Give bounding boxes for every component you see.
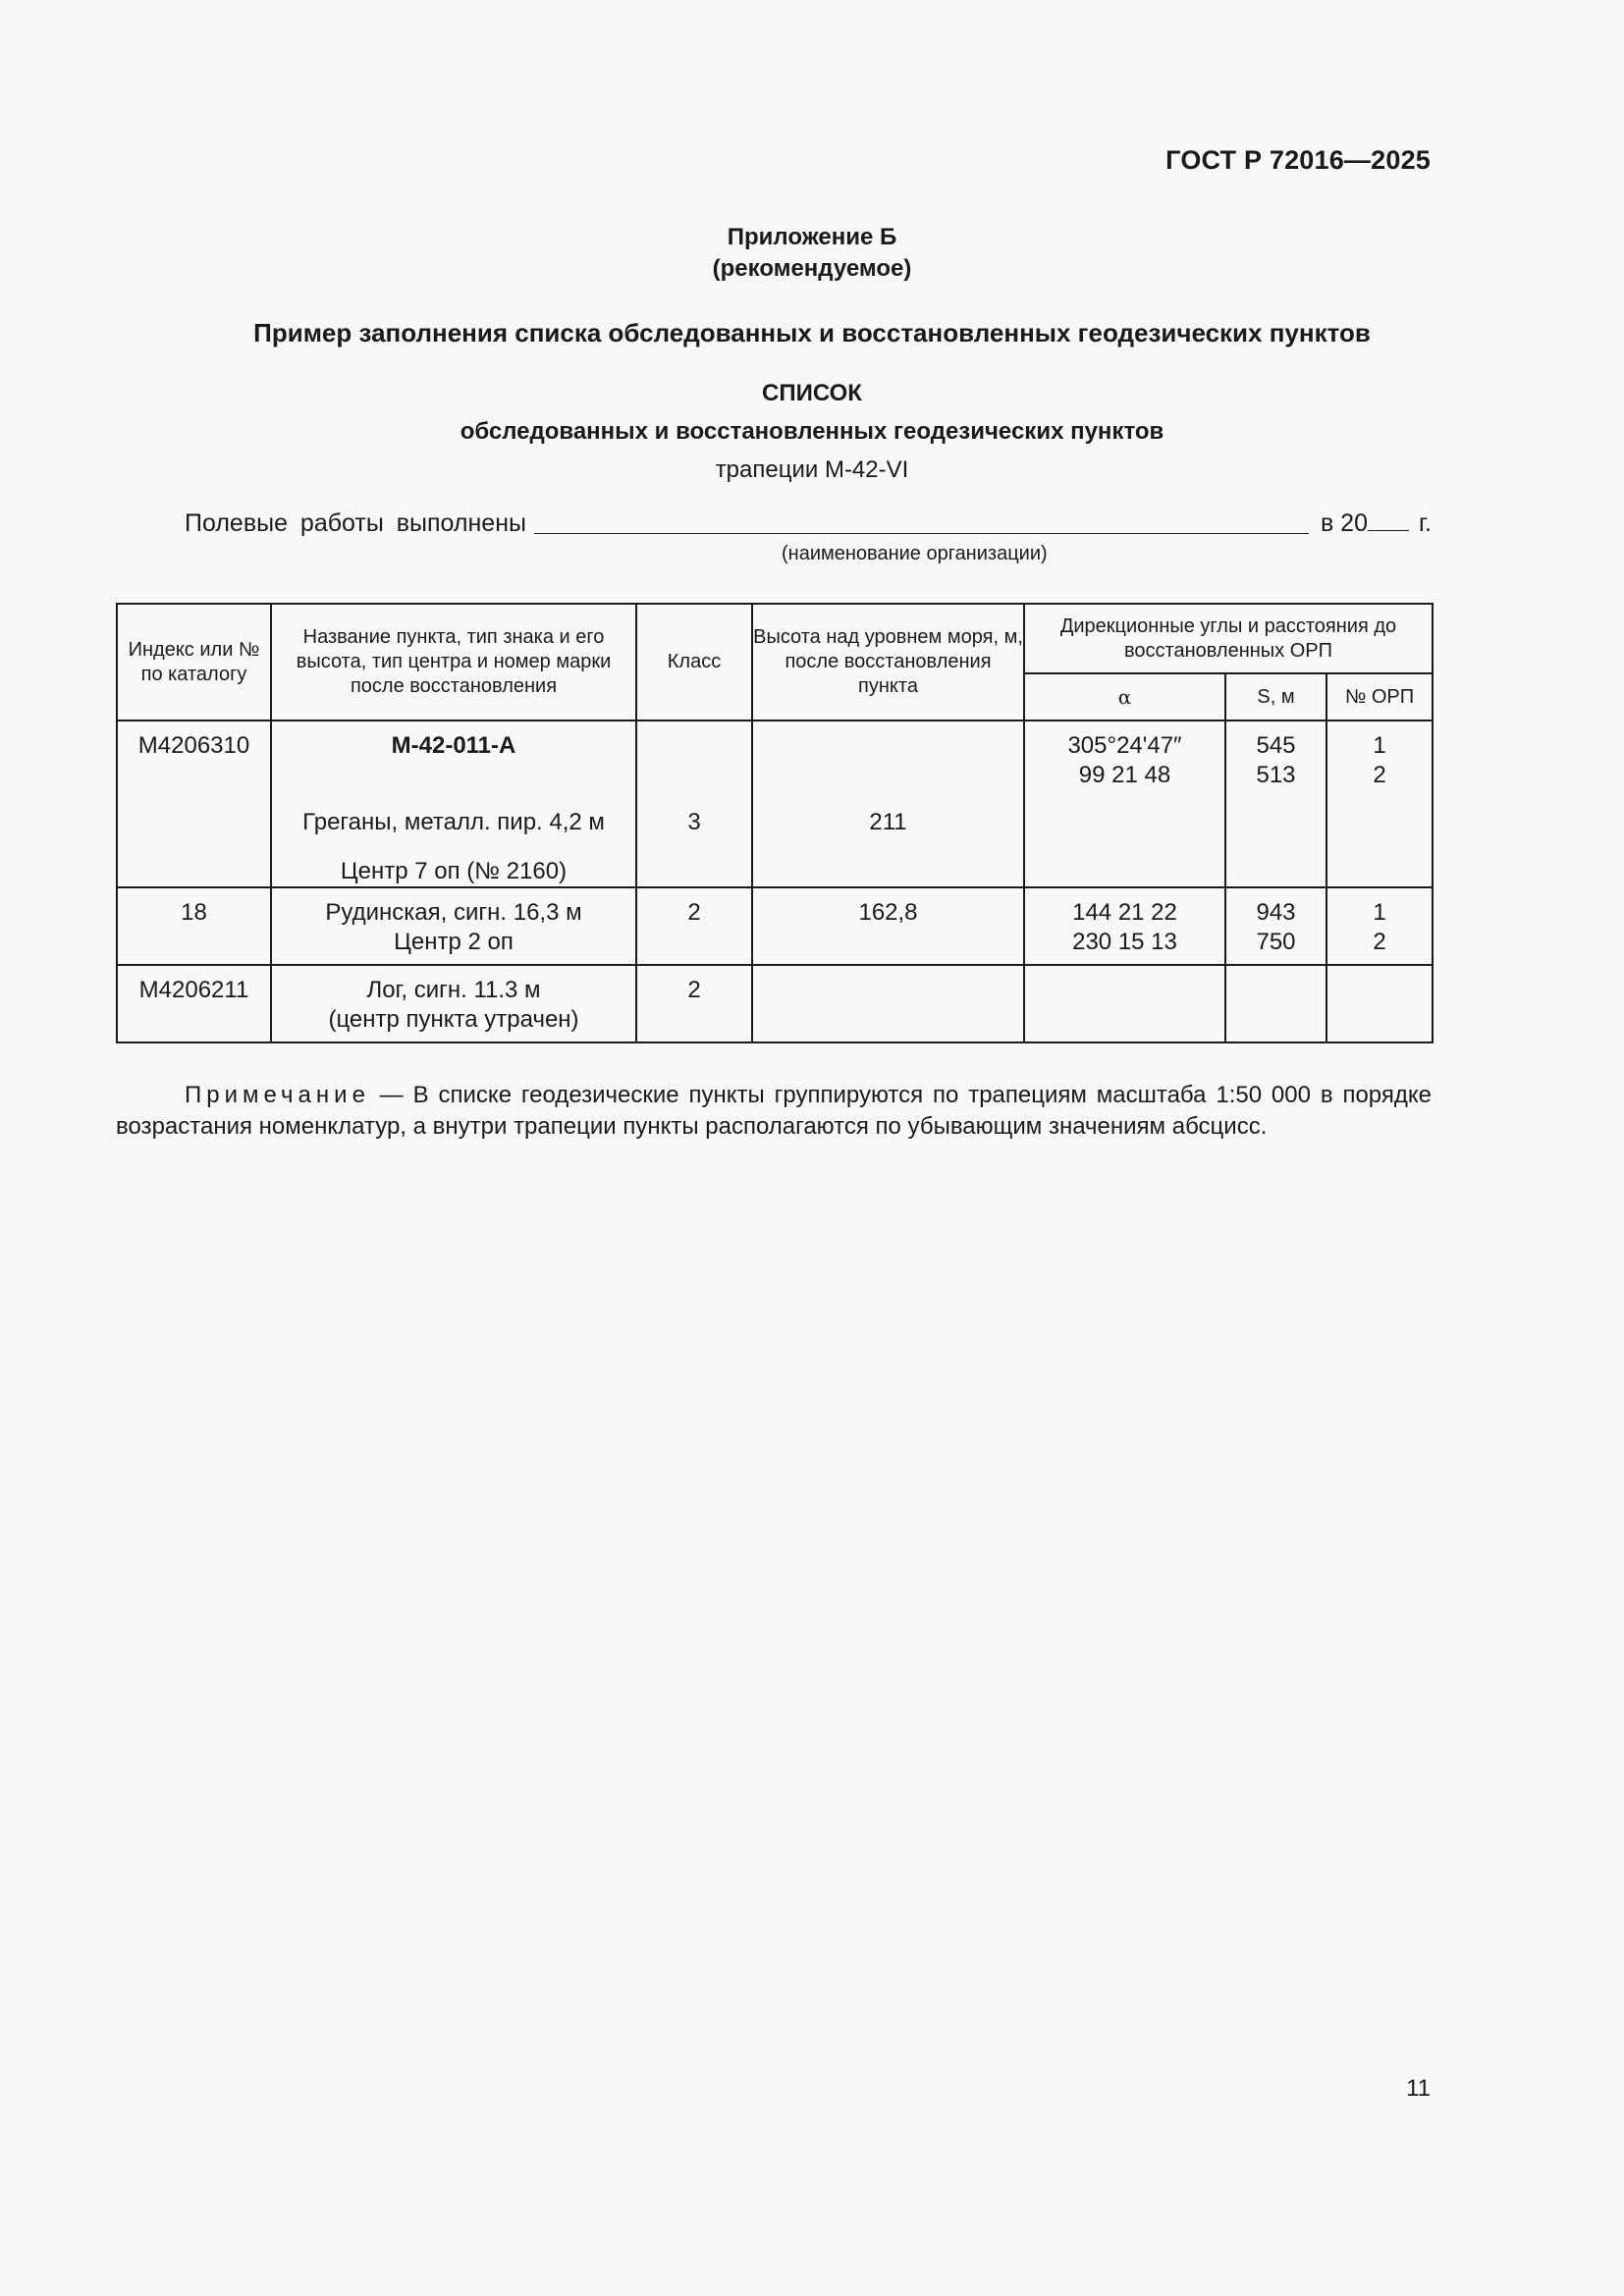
cell-class [636,721,752,887]
example-title: Пример заполнения списка обследованных и восстановленных геодезических пунктов [253,318,1371,347]
header-class: Класс [636,604,752,721]
cell-name [271,887,636,965]
organization-blank [534,507,1309,534]
fieldwork-line [185,507,1432,538]
cell-height [752,721,1024,887]
trapezium-label: трапеции М-42-VI [715,456,909,483]
point-name: Лог, сигн. 11.3 м [366,977,541,1003]
point-center: (центр пункта утрачен) [328,1006,579,1033]
cell-orp [1326,721,1433,887]
orp-value: 1 [1373,732,1386,759]
distance-value: 513 [1256,762,1296,788]
cell-distance [1225,965,1326,1042]
header-directions: Дирекционные углы и расстояния до восстановленных ОРП [1024,604,1433,673]
note-text: — В списке геодезические пункты группируются по трапециям масштаба 1:50 000 в порядке возрастания номенклатур, а внутри трапеции пункты располагаются по убывающим значениям абсцисс. [116,1082,1432,1140]
orp-value: 1 [1373,899,1386,926]
cell-alpha [1024,965,1225,1042]
page-number: 11 [1406,2075,1431,2102]
header-orp-no: № ОРП [1326,673,1433,721]
cell-alpha [1024,721,1225,887]
cell-distance [1225,887,1326,965]
cell-class: 2 [636,887,752,965]
header-index: Индекс или № по каталогу [117,604,271,721]
list-title: СПИСОК [762,380,862,406]
cell-class: 2 [636,965,752,1042]
cell-name [271,721,636,887]
year-field [1321,509,1432,538]
point-center: Центр 2 оп [394,929,514,955]
cell-orp [1326,887,1433,965]
point-name: Греганы, металл. пир. 4,2 м [302,809,605,835]
orp-value: 2 [1373,762,1386,788]
cell-distance [1225,721,1326,887]
alpha-value: 144 21 22 [1072,899,1177,926]
header-height: Высота над уровнем моря, м, после восстановления пункта [752,604,1024,721]
annex-status: (рекомендуемое) [712,255,912,282]
cell-orp [1326,965,1433,1042]
header-alpha: α [1024,673,1225,721]
class-value: 3 [687,809,701,835]
cell-name [271,965,636,1042]
cell-index: М4206211 [117,965,271,1042]
distance-value: 943 [1256,899,1296,926]
table-row [117,721,1433,887]
year-prefix: в 20 [1320,509,1368,537]
year-blank [1368,530,1409,531]
points-table [116,603,1434,1043]
fieldwork-label: Полевые работы выполнены [185,509,526,537]
cell-height [752,965,1024,1042]
table-row [117,965,1433,1042]
list-subtitle: обследованных и восстановленных геодезических пунктов [460,418,1164,445]
alpha-value: 99 21 48 [1078,762,1171,788]
header-distance: S, м [1225,673,1326,721]
height-value: 211 [869,809,907,835]
standard-code: ГОСТ Р 72016—2025 [1165,145,1431,175]
point-center: Центр 7 оп (№ 2160) [340,858,568,884]
point-code: М-42-011-А [391,732,516,759]
distance-value: 545 [1256,732,1296,759]
distance-value: 750 [1256,929,1296,955]
table-row [117,887,1433,965]
orp-value: 2 [1373,929,1386,955]
cell-alpha [1024,887,1225,965]
cell-height: 162,8 [752,887,1024,965]
cell-index: 18 [117,887,271,965]
organization-caption: (наименование организации) [782,543,1048,564]
alpha-value: 305°24'47″ [1067,732,1182,759]
point-name: Рудинская, сигн. 16,3 м [325,899,582,926]
alpha-value: 230 15 13 [1072,929,1177,955]
note-paragraph [116,1080,1432,1143]
annex-title: Приложение Б [727,224,897,250]
header-name: Название пункта, тип знака и его высота, тип центра и номер марки после восстановления [271,604,636,721]
cell-index: М4206310 [117,721,271,887]
year-suffix: г. [1418,509,1432,537]
note-label: Примечание [185,1082,370,1108]
